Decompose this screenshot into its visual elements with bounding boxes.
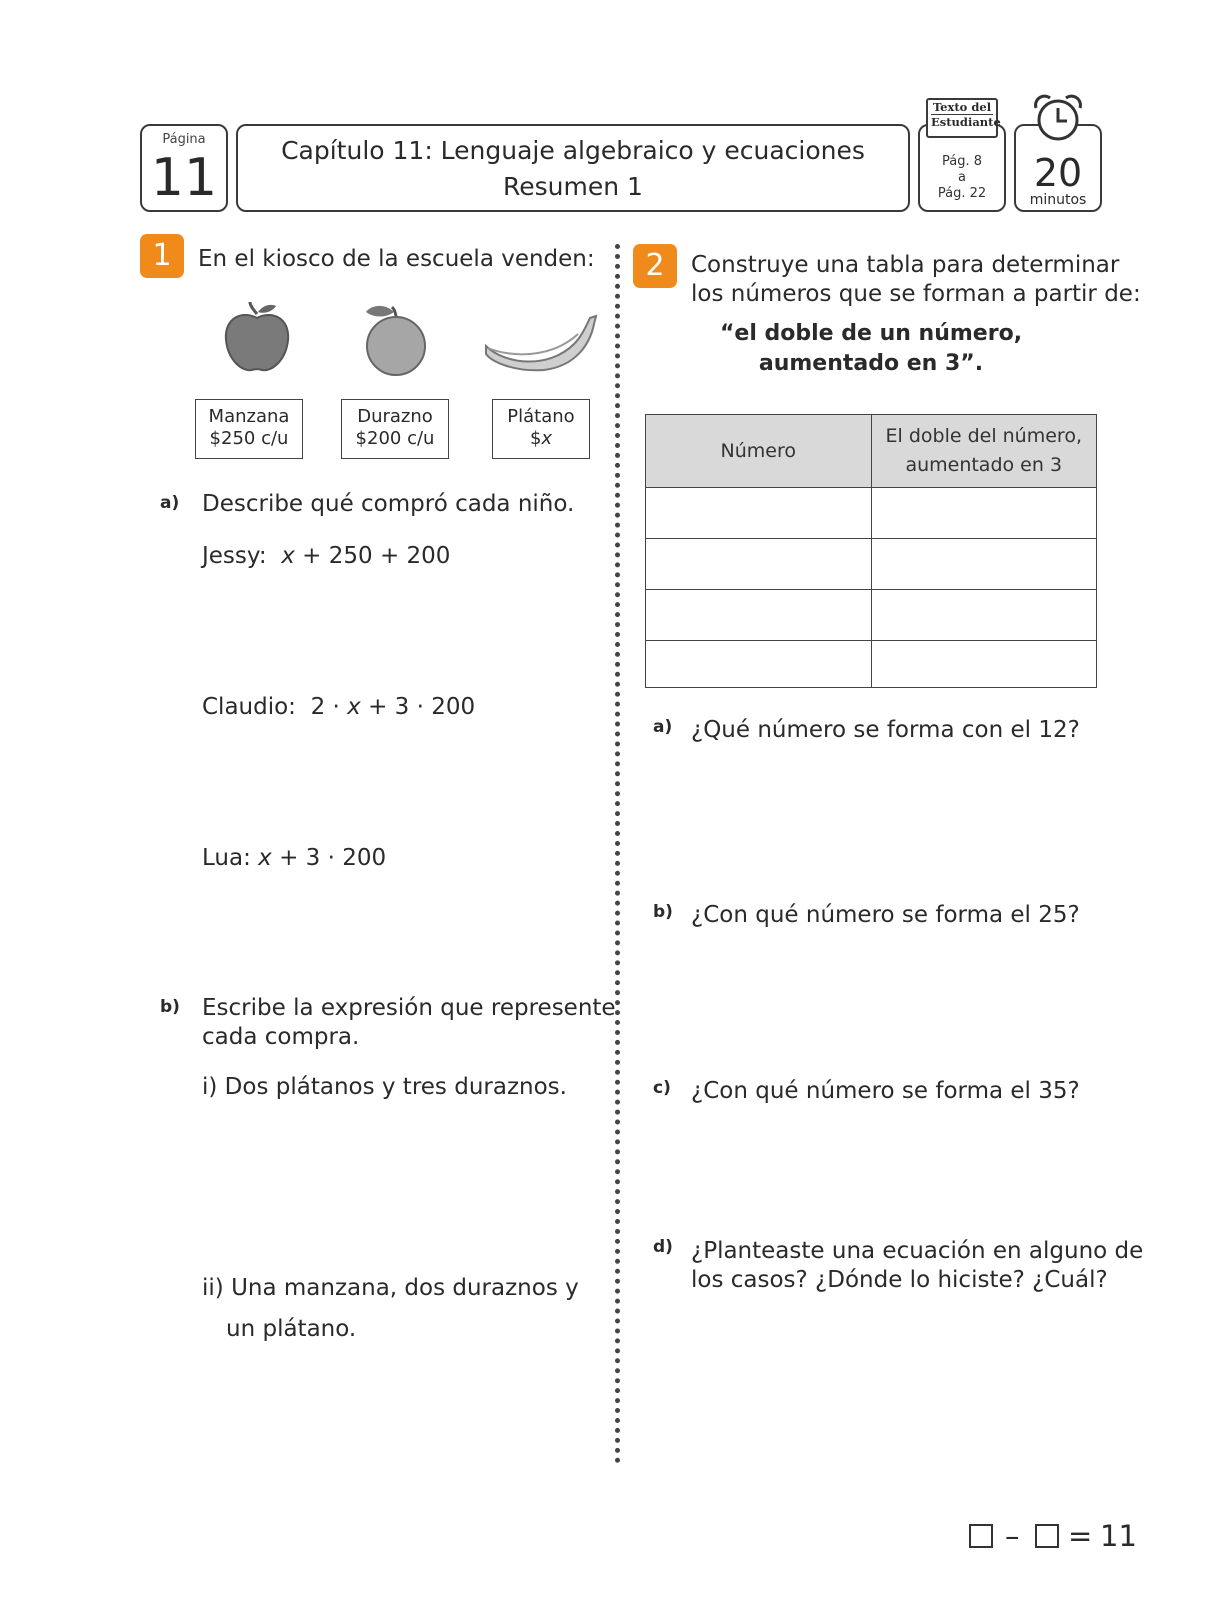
apple-icon [222,302,292,374]
question-1b-line2: cada compra. [202,1024,360,1050]
question-2d-line2: los casos? ¿Dónde lo hiciste? ¿Cuál? [691,1267,1108,1293]
footer-result: 11 [1100,1519,1137,1553]
jessy-expression [202,542,450,571]
claudio-name: Claudio: [202,694,296,720]
jessy-rest: + 250 + 200 [302,543,451,569]
page-number: 11 [150,148,218,208]
table-row [646,641,1097,688]
question-1a-text: Describe qué compró cada niño. [202,491,575,517]
banana-icon [482,314,600,374]
chapter-title: Capítulo 11: Lenguaje algebraico y ecuaciones [281,136,865,165]
chapter-subtitle: Resumen 1 [503,172,643,201]
question-1b-ii-line1: ii) Una manzana, dos duraznos y [202,1275,579,1301]
pages-sep: a [958,170,966,185]
lua-expression [202,844,386,873]
jessy-name: Jessy: [202,543,267,569]
quote-line1: “el doble de un número, [719,321,1023,346]
question-1b-i: i) Dos plátanos y tres duraznos. [202,1074,567,1100]
table-cell[interactable] [646,641,872,688]
question-1b-line1: Escribe la expresión que represente [202,995,616,1021]
alarm-clock-icon [1030,94,1086,146]
book-tag-line2: Estudiante [931,115,1001,129]
table-cell[interactable] [646,590,872,641]
lua-name: Lua: [202,845,251,871]
price-prefix: $ [529,428,542,449]
product-manzana [195,399,303,459]
question-2b-text: ¿Con qué número se forma el 25? [691,902,1080,928]
product-name: Durazno [357,406,433,427]
claudio-variable: x [347,694,361,720]
header-line1: El doble del número, [885,425,1082,447]
question-2d-line1: ¿Planteaste una ecuación en alguno de [691,1238,1144,1264]
header-line2: aumentado en 3 [905,454,1063,476]
book-tag-line1: Texto del [932,100,992,114]
minutes-label: minutos [1029,192,1087,208]
jessy-variable: x [281,543,295,569]
question-2c-text: ¿Con qué número se forma el 35? [691,1078,1080,1104]
footer-blank-box-2 [1035,1524,1059,1548]
question-2c-label: c) [653,1078,671,1098]
page-label: Página [162,132,206,147]
peach-icon [362,304,430,376]
question-2a-label: a) [653,717,673,737]
section-1-badge: 1 [140,234,184,278]
table-cell[interactable] [646,539,872,590]
question-2b-label: b) [653,902,673,922]
page-number-box [140,124,228,212]
section-2-intro-line2: los números que se forman a partir de: [691,281,1141,307]
footer-minus: – [1005,1519,1020,1553]
table-row [646,539,1097,590]
question-1b-label: b) [160,997,180,1017]
pages-to: Pág. 22 [937,186,987,201]
table-row [646,488,1097,539]
section-2-badge: 2 [633,244,677,288]
table-cell[interactable] [871,590,1097,641]
lua-variable: x [258,845,272,871]
product-name: Plátano [507,406,575,427]
minutes-value: 20 [1033,151,1083,195]
table-header-doble [871,415,1097,488]
claudio-pre: 2 · [310,694,348,720]
product-price: $200 c/u [355,428,435,449]
product-price [493,428,589,450]
table-cell[interactable] [871,641,1097,688]
column-divider [615,244,620,1464]
question-2d-label: d) [653,1237,673,1257]
product-price: $250 c/u [209,428,289,449]
footer-blank-box-1 [969,1524,993,1548]
product-platano [492,399,590,459]
values-table [645,414,1097,688]
section-1-intro: En el kiosco de la escuela venden: [198,246,595,272]
book-icon [926,98,1001,138]
table-header-numero: Número [646,415,872,488]
textbook-pages [920,154,1004,202]
claudio-rest: + 3 · 200 [368,694,476,720]
footer-equals: = [1068,1519,1093,1553]
product-name: Manzana [208,406,290,427]
table-header-row [646,415,1097,488]
quote-line2: aumentado en 3”. [758,351,984,376]
table-cell[interactable] [646,488,872,539]
product-durazno [341,399,449,459]
table-cell[interactable] [871,488,1097,539]
question-1b-ii-line2: un plátano. [226,1316,357,1342]
chapter-title-box [236,124,910,212]
lua-rest: + 3 · 200 [279,845,387,871]
table-cell[interactable] [871,539,1097,590]
pages-from: Pág. 8 [941,154,982,169]
table-row [646,590,1097,641]
price-variable: x [541,428,553,449]
claudio-expression [202,693,475,722]
section-2-intro-line1: Construye una tabla para determinar [691,252,1120,278]
question-1a-label: a) [160,493,180,513]
question-2a-text: ¿Qué número se forma con el 12? [691,717,1080,743]
